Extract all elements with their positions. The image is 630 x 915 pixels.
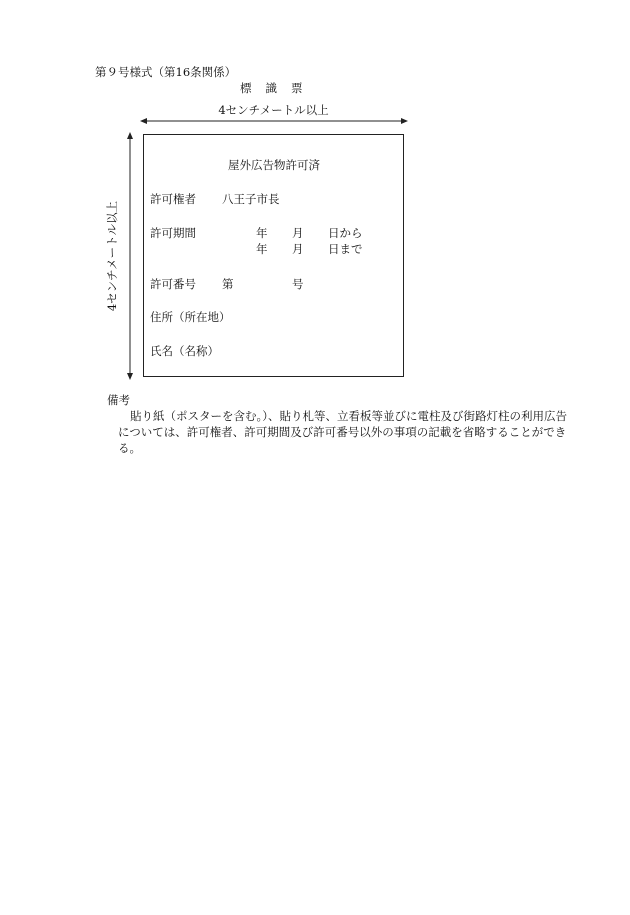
- period-to-month: 月: [292, 242, 304, 256]
- period-from-day: 日から: [328, 226, 363, 240]
- number-suffix: 号: [292, 277, 304, 291]
- period-to-day: 日まで: [328, 242, 363, 256]
- remarks-text: [118, 408, 578, 456]
- sign-heading: 屋外広告物許可済: [228, 158, 320, 172]
- period-from-year: 年: [256, 226, 268, 240]
- remarks-title: 備考: [107, 393, 130, 407]
- period-to-year: 年: [256, 242, 268, 256]
- address-label: 住所（所在地）: [150, 310, 231, 324]
- name-label: 氏名（名称）: [150, 344, 219, 358]
- period-from-month: 月: [292, 226, 304, 240]
- title-char-1: 標: [240, 81, 252, 95]
- permitter-value: 八王子市長: [222, 192, 280, 206]
- sign-box: [143, 134, 404, 377]
- permitter-label: 許可権者: [150, 192, 196, 206]
- title-char-2: 識: [265, 81, 277, 95]
- form-label: 第９号様式（第16条関係）: [95, 65, 237, 79]
- vertical-dimension-label: 4センチメートル以上: [105, 200, 119, 312]
- period-label: 許可期間: [150, 226, 196, 240]
- remarks-paragraph: 貼り紙（ポスターを含む。）、貼り札等、立看板等並びに電柱及び街路灯柱の利用広告については、許可権者、許可期間及び許可番号以外の事項の記載を省略することができる。: [118, 409, 567, 455]
- document-title: [240, 82, 303, 96]
- number-prefix: 第: [222, 277, 234, 291]
- horizontal-dimension-label: 4センチメートル以上: [218, 103, 329, 117]
- horizontal-dimension-arrow: [138, 116, 410, 126]
- title-char-3: 票: [291, 81, 303, 95]
- number-label: 許可番号: [150, 277, 196, 291]
- vertical-dimension-arrow: [125, 130, 135, 382]
